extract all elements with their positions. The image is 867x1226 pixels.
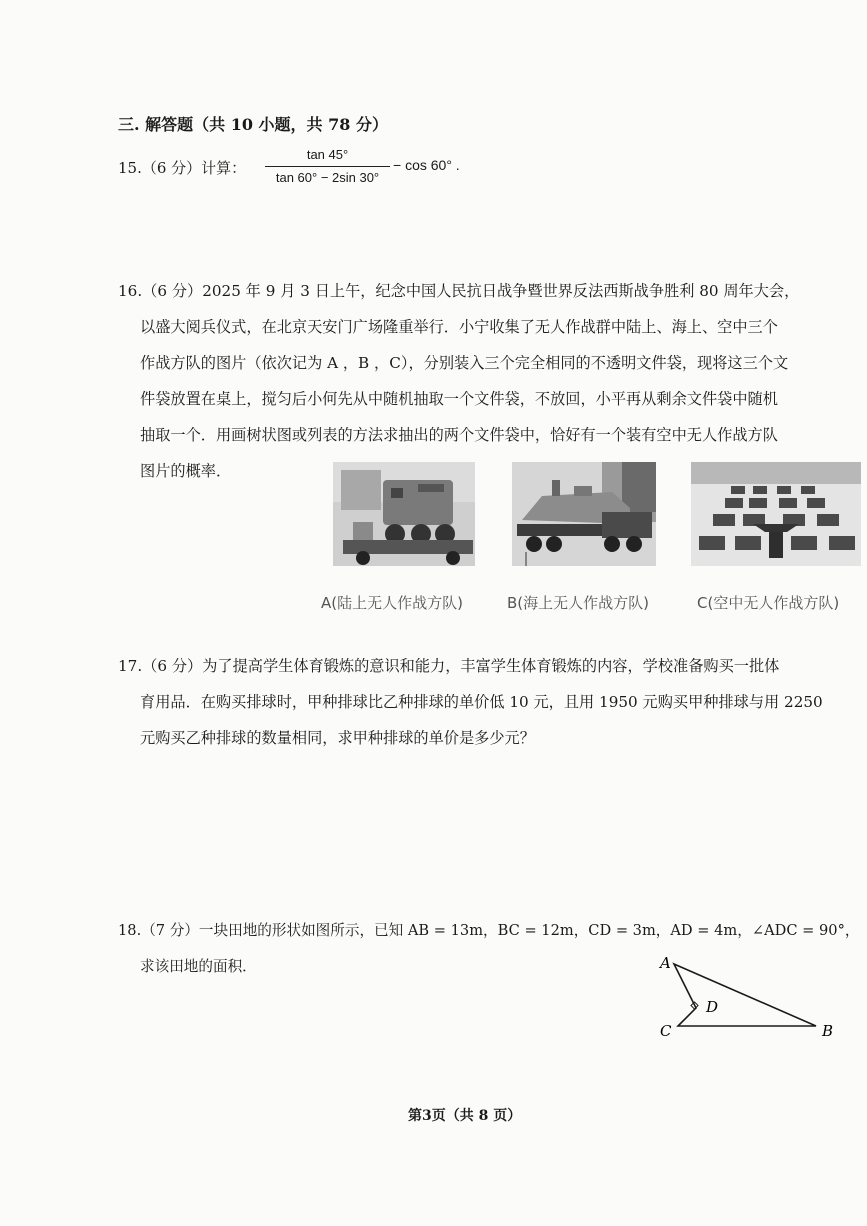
- photo-air-unmanned-squadron: [691, 462, 861, 566]
- question-17-line: 育用品．在购买排球时，甲种排球比乙种排球的单价低 10 元，且用 1950 元购买甲种排球与用 2250: [140, 693, 823, 711]
- question-17: [118, 648, 823, 756]
- question-16-line: 图片的概率．: [140, 462, 232, 480]
- field-shape-figure: [650, 950, 840, 1045]
- photo-caption-a: A(陆上无人作战方队): [321, 594, 463, 612]
- photo-caption-c: C(空中无人作战方队): [697, 594, 840, 612]
- vertex-label-b: B: [822, 1022, 834, 1040]
- question-15-fraction: [265, 146, 390, 187]
- section-title: 三. 解答题（共 10 小题，共 78 分）: [118, 115, 388, 134]
- question-17-line: 元购买乙种排球的数量相同，求甲种排球的单价是多少元？: [140, 729, 535, 747]
- question-16-line: 作战方队的图片（依次记为 A ，B ，C），分别装入三个完全相同的不透明文件袋，现将这三个文: [140, 354, 789, 372]
- question-16-line: 以盛大阅兵仪式，在北京天安门广场隆重举行．小宁收集了无人作战群中陆上、海上、空中三个: [140, 318, 778, 336]
- vertex-label-c: C: [660, 1022, 672, 1040]
- fraction-denominator: tan 60° − 2sin 30°: [275, 170, 380, 185]
- page-footer: 第3页（共 8 页）: [408, 1108, 522, 1124]
- vertex-label-d: D: [706, 998, 719, 1016]
- question-15-prefix: 15.（6 分）计算：: [118, 159, 247, 177]
- question-16-line: 16.（6 分）2025 年 9 月 3 日上午，纪念中国人民抗日战争暨世界反法西斯战争胜利 80 周年大会，: [118, 282, 800, 300]
- question-18-line: 求该田地的面积．: [140, 958, 257, 975]
- question-15-tail: − cos 60° .: [393, 157, 460, 173]
- question-17-line: 17.（6 分）为了提高学生体育锻炼的意识和能力，丰富学生体育锻炼的内容，学校准备购买一批体: [118, 657, 780, 675]
- question-16: [118, 273, 799, 489]
- question-16-line: 抽取一个．用画树状图或列表的方法求抽出的两个文件袋中，恰好有一个装有空中无人作战方队: [140, 426, 778, 444]
- fraction-bar: [265, 166, 390, 167]
- photo-sea-unmanned-squadron: [512, 462, 656, 566]
- question-18-line: 18.（7 分）一块田地的形状如图所示，已知 AB = 13m，BC = 12m，CD = 3m，AD = 4m，∠ADC = 90°，: [118, 922, 860, 939]
- vertex-label-a: A: [660, 954, 671, 972]
- photo-land-unmanned-squadron: [333, 462, 475, 566]
- question-16-line: 件袋放置在桌上，搅匀后小何先从中随机抽取一个文件袋，不放回，小平再从剩余文件袋中随机: [140, 390, 778, 408]
- photo-caption-b: B(海上无人作战方队): [507, 594, 649, 612]
- fraction-numerator: tan 45°: [306, 147, 349, 162]
